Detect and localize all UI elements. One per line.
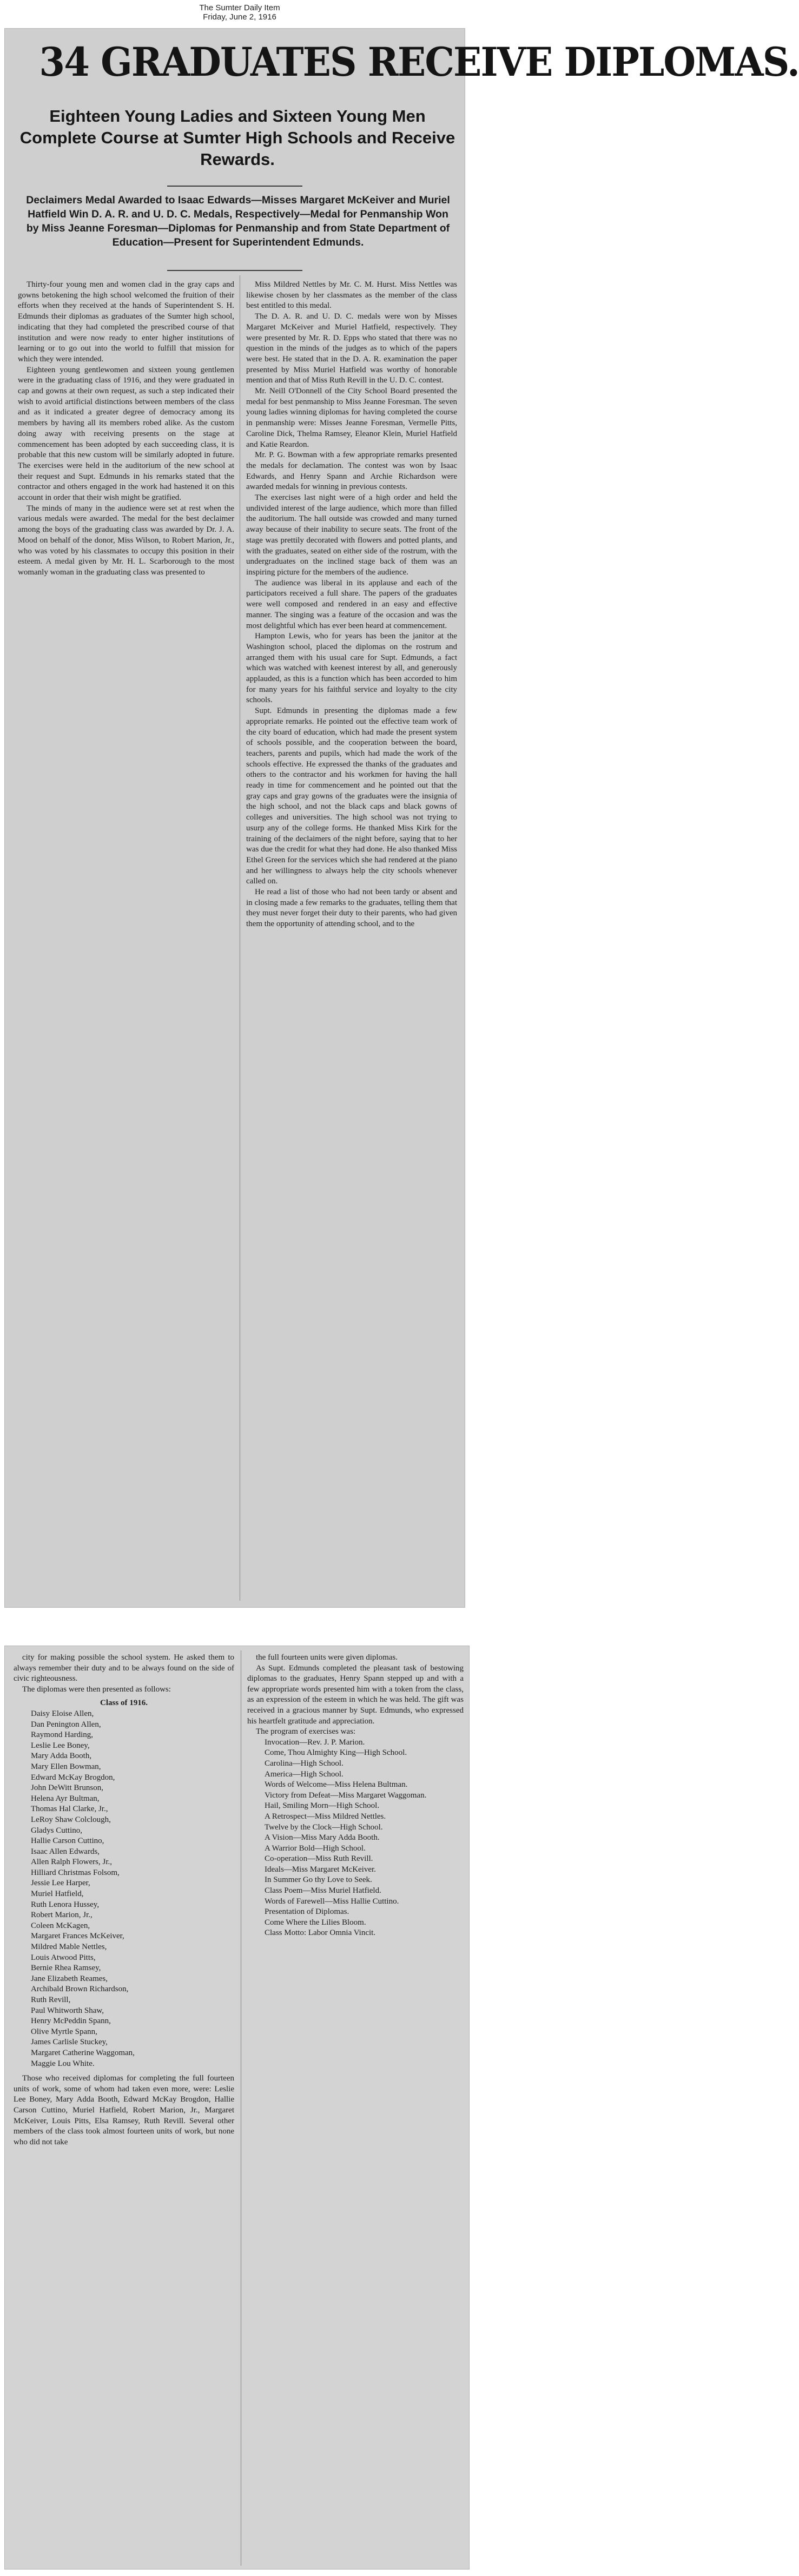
headline: 34 GRADUATES RECEIVE DIPLOMAS. bbox=[39, 39, 799, 85]
graduate-name: Hallie Carson Cuttino, bbox=[31, 1837, 104, 1846]
paragraph: Hampton Lewis, who for years has been the janitor at the Washington school, placed the diplomas on the rostrum and arranged them with his usual care for Supt. Edmunds, a fact which was watched with keenest interest by all, and generously applauded, as this is a function which has been accorded to him for many years for his faithful service and loyalty to the city schools. bbox=[246, 632, 457, 705]
secondary-deck: Declaimers Medal Awarded to Isaac Edwards—Misses Margaret McKeiver and Muriel Hatfield Win D. A. R. and U. D. C. Medals, Respectively—Medal for Penmanship Won by Miss Jeanne Foresman—Diplomas for Penmanship and from State Department of Education—Present for Superintendent Edmunds. bbox=[26, 194, 450, 248]
paragraph: He read a list of those who had not been tardy or absent and in closing made a few remarks to the graduates, telling them that they must never forget their duty to their parents, who had given them the opportunity of attending school, and to the bbox=[246, 888, 457, 929]
graduate-name: Muriel Hatfield, bbox=[31, 1890, 84, 1899]
program-item: A Retrospect—Miss Mildred Nettles. bbox=[265, 1812, 386, 1821]
paragraph: As Supt. Edmunds completed the pleasant task of bestowing diplomas to the graduates, Henry Spann stepped up and with a few appropriate words presented him with a token from the class, as an expression of the esteem in which he was held. The gift was received in a gracious manner by Supt. Edmunds, who expressed his heartfelt gratitude and appreciation. bbox=[247, 1663, 464, 1726]
program-item: Presentation of Diplomas. bbox=[265, 1907, 349, 1917]
graduate-name: Ruth Lenora Hussey, bbox=[31, 1900, 100, 1909]
graduate-name: Paul Whitworth Shaw, bbox=[31, 2006, 104, 2015]
program-item: Hail, Smiling Morn—High School. bbox=[265, 1801, 380, 1811]
paragraph: The program of exercises was: bbox=[256, 1727, 356, 1736]
graduate-name: Maggie Lou White. bbox=[31, 2059, 95, 2068]
program-item: Come, Thou Almighty King—High School. bbox=[265, 1748, 407, 1758]
paragraph: Miss Mildred Nettles by Mr. C. M. Hurst. Miss Nettles was likewise chosen by her classmates as the member of the class best entitled to this medal. bbox=[246, 280, 457, 311]
program-item: Ideals—Miss Margaret McKeiver. bbox=[265, 1865, 376, 1874]
paragraph: the full fourteen units were given diplomas. bbox=[256, 1653, 398, 1662]
article-column-1 bbox=[18, 280, 234, 1059]
graduate-name: Isaac Allen Edwards, bbox=[31, 1847, 100, 1856]
program-item: Come Where the Lilies Bloom. bbox=[265, 1918, 366, 1927]
program-item: A Warrior Bold—High School. bbox=[265, 1844, 366, 1853]
class-heading: Class of 1916. bbox=[100, 1699, 148, 1708]
article-column-4 bbox=[247, 1653, 464, 2567]
graduate-name: Mary Ellen Bowman, bbox=[31, 1762, 101, 1771]
paragraph: The minds of many in the audience were set at rest when the various medals were awarded. The medal for the best declaimer among the boys of the graduating class was awarded by Dr. J. A. Mood on behalf of the donor, Miss Wilson, to Robert Marion, Jr., who was voted by his classmates to occupy this position in their esteem. A medal given by Mr. H. L. Scarborough to the most womanly woman in the graduating class was presented to bbox=[18, 504, 234, 577]
article-column-3 bbox=[14, 1653, 234, 2567]
paragraph: The D. A. R. and U. D. C. medals were won by Misses Margaret McKeiver and Muriel Hatfield, respectively. They were presented by Mr. R. D. Epps who stated that there was no question in the minds of the judges as to which of the papers were best. He stated that in the D. A. R. examination the paper presented by Miss Muriel Hatfield was worthy of honorable mention and that of Miss Ruth Revill in the U. D. C. contest. bbox=[246, 312, 457, 385]
deck-divider-lower bbox=[167, 270, 302, 271]
paragraph: Thirty-four young men and women clad in the gray caps and gowns betokening the high school welcomed the fruition of their efforts when they received at the hands of Superintendent S. H. Edmunds their diplomas as graduates of the Sumter high school, indicating that they had completed the prescribed course of that institution and were now ready to enter higher institutions of learning or to go out into the world to fulfill that mission for which they were intended. bbox=[18, 280, 234, 364]
graduate-name: Margaret Frances McKeiver, bbox=[31, 1932, 124, 1941]
article-clipping-lower bbox=[4, 1646, 470, 2570]
graduate-name: Archibald Brown Richardson, bbox=[31, 1985, 129, 1994]
program-list bbox=[247, 1738, 464, 1939]
program-item: Co-operation—Miss Ruth Revill. bbox=[265, 1854, 373, 1864]
newspaper-name: The Sumter Daily Item bbox=[199, 3, 280, 12]
paragraph: Supt. Edmunds in presenting the diplomas made a few appropriate remarks. He pointed out the effective team work of the city board of education, which had made the present system of schools possible, and the cooperation between the board, teachers, parents and pupils, which had made the work of the schools effective. He expressed the thanks of the graduates and others to the contractor and his workmen for having the hall ready in time for commencement and he pointed out that the gray caps and gray gowns of the graduates were the insignia of the high school, and not the black caps and black gowns of colleges and universities. The high school was not trying to usurp any of the college forms. He thanked Miss Kirk for the training of the declaimers of the night before, saying that to her was due the credit for what they had done. He also thanked Miss Ethel Green for the services which she had rendered at the piano and her willingness to always help the city schools whenever called on. bbox=[246, 706, 457, 886]
graduate-name: Gladys Cuttino, bbox=[31, 1826, 83, 1835]
article-clipping-upper bbox=[4, 28, 799, 1608]
graduate-name: Thomas Hal Clarke, Jr., bbox=[31, 1805, 108, 1814]
graduate-name: Jessie Lee Harper, bbox=[31, 1879, 90, 1888]
paragraph: Mr. P. G. Bowman with a few appropriate remarks presented the medals for declamation. The contest was won by Isaac Edwards, and Henry Spann and Archie Richardson were awarded medals for winning in previous contests. bbox=[246, 451, 457, 492]
graduate-name: Olive Myrtle Spann, bbox=[31, 2027, 97, 2036]
graduate-name: Mary Adda Booth, bbox=[31, 1752, 92, 1761]
program-item: America—High School. bbox=[265, 1769, 344, 1779]
graduate-name: Jane Elizabeth Reames, bbox=[31, 1974, 108, 1983]
program-item: In Summer Go thy Love to Seek. bbox=[265, 1875, 372, 1885]
paragraph: Those who received diplomas for completing the full fourteen units of work, some of whom had taken even more, were: Leslie Lee Boney, Mary Adda Booth, Edward McKay Brogdon, Hallie Carson Cuttino, Muriel Hatfield, Robert Marion, Jr., Margaret McKeiver, Louis Pitts, Elsa Ramsey, Ruth Revill. Several other members of the class took almost fourteen units of work, but none who did not take bbox=[14, 2074, 234, 2146]
issue-date: Friday, June 2, 1916 bbox=[203, 12, 276, 22]
graduate-name: Robert Marion, Jr., bbox=[31, 1911, 93, 1920]
graduate-name: Louis Atwood Pitts, bbox=[31, 1953, 96, 1962]
graduate-name: Margaret Catherine Waggoman, bbox=[31, 2048, 135, 2057]
paragraph: The diplomas were then presented as follows: bbox=[22, 1685, 171, 1694]
graduate-name: LeRoy Shaw Colclough, bbox=[31, 1815, 111, 1824]
program-item: Words of Farewell—Miss Hallie Cuttino. bbox=[265, 1897, 399, 1906]
graduate-name: Raymond Harding, bbox=[31, 1730, 93, 1740]
graduate-name: Dan Penington Allen, bbox=[31, 1720, 101, 1729]
graduate-name: Hilliard Christmas Folsom, bbox=[31, 1868, 120, 1877]
primary-deck: Eighteen Young Ladies and Sixteen Young Men Complete Course at Sumter High Schools and Receive Rewards. bbox=[19, 107, 455, 169]
paragraph: The audience was liberal in its applause and each of the participators received a full share. The papers of the graduates were well composed and rendered in an easy and effective manner. The singing was a feature of the occasion and was the most delightful which has ever been heard at commencement. bbox=[246, 578, 457, 630]
graduate-name: Henry McPeddin Spann, bbox=[31, 2017, 111, 2026]
graduate-name: Ruth Revill, bbox=[31, 1996, 71, 2004]
graduate-name: Leslie Lee Boney, bbox=[31, 1741, 90, 1750]
masthead bbox=[0, 3, 479, 22]
graduate-name: Mildred Mable Nettles, bbox=[31, 1943, 107, 1952]
program-item: Invocation—Rev. J. P. Marion. bbox=[265, 1738, 365, 1747]
graduate-name: Bernie Rhea Ramsey, bbox=[31, 1964, 101, 1973]
graduate-name: Coleen McKagen, bbox=[31, 1921, 90, 1930]
graduate-name: James Carlisle Stuckey, bbox=[31, 2038, 108, 2047]
graduate-name: John DeWitt Brunson, bbox=[31, 1784, 103, 1793]
program-item: Words of Welcome—Miss Helena Bultman. bbox=[265, 1780, 408, 1789]
program-item: Carolina—High School. bbox=[265, 1759, 344, 1768]
program-item: Victory from Defeat—Miss Margaret Waggoman. bbox=[265, 1791, 427, 1800]
paragraph: city for making possible the school system. He asked them to always remember their duty and to be always found on the side of civic righteousness. bbox=[14, 1653, 234, 1683]
graduate-name: Helena Ayr Bultman, bbox=[31, 1794, 100, 1803]
program-item: Class Poem—Miss Muriel Hatfield. bbox=[265, 1886, 381, 1895]
paragraph: Eighteen young gentlewomen and sixteen young gentlemen were in the graduating class of 1916, and they were graduated in cap and gowns at their own request, as such a step indicated their wish to avoid artificial distinctions between members of the class and as it indicated a greater degree of democracy among its members by having all its members robed alike. As the custom doing away with receiving presents on the stage at commencement has been adopted by each succeeding class, it is probable that this new custom will be similarly adopted in future. The exercises were held in the auditorium of the new school at their request and Supt. Edmunds in his remarks stated that the contractor and others engaged in the work had hastened it on this account in order that their wish might be gratified. bbox=[18, 365, 234, 503]
graduate-name: Edward McKay Brogdon, bbox=[31, 1773, 115, 1782]
graduate-name: Daisy Eloise Allen, bbox=[31, 1709, 94, 1718]
deck-divider bbox=[167, 186, 302, 187]
paragraph: The exercises last night were of a high order and held the undivided interest of the large audience, which more than filled the auditorium. The hall outside was crowded and many turned away because of their inability to secure seats. The front of the stage was prettily decorated with flowers and potted plants, and with the graduates, seated on either side of the rostrum, with the undergraduates on the inclined stage back of them was an inspiring picture for the members of the audience. bbox=[246, 493, 457, 577]
program-item: A Vision—Miss Mary Adda Booth. bbox=[265, 1833, 380, 1842]
program-item: Class Motto: Labor Omnia Vincit. bbox=[265, 1928, 376, 1938]
article-column-2 bbox=[246, 280, 457, 1600]
paragraph: Mr. Neill O'Donnell of the City School Board presented the medal for best penmanship to Miss Jeanne Foresman. The seven young ladies winning diplomas for having completed the course in penmanship were: Misses Jeanne Foresman, Vermelle Pitts, Caroline Dick, Thelma Ramsey, Eleanor Klein, Muriel Hatfield and Katie Reardon. bbox=[246, 387, 457, 449]
program-item: Twelve by the Clock—High School. bbox=[265, 1822, 383, 1832]
graduate-name: Allen Ralph Flowers, Jr., bbox=[31, 1858, 112, 1867]
graduate-list bbox=[14, 1709, 234, 2069]
